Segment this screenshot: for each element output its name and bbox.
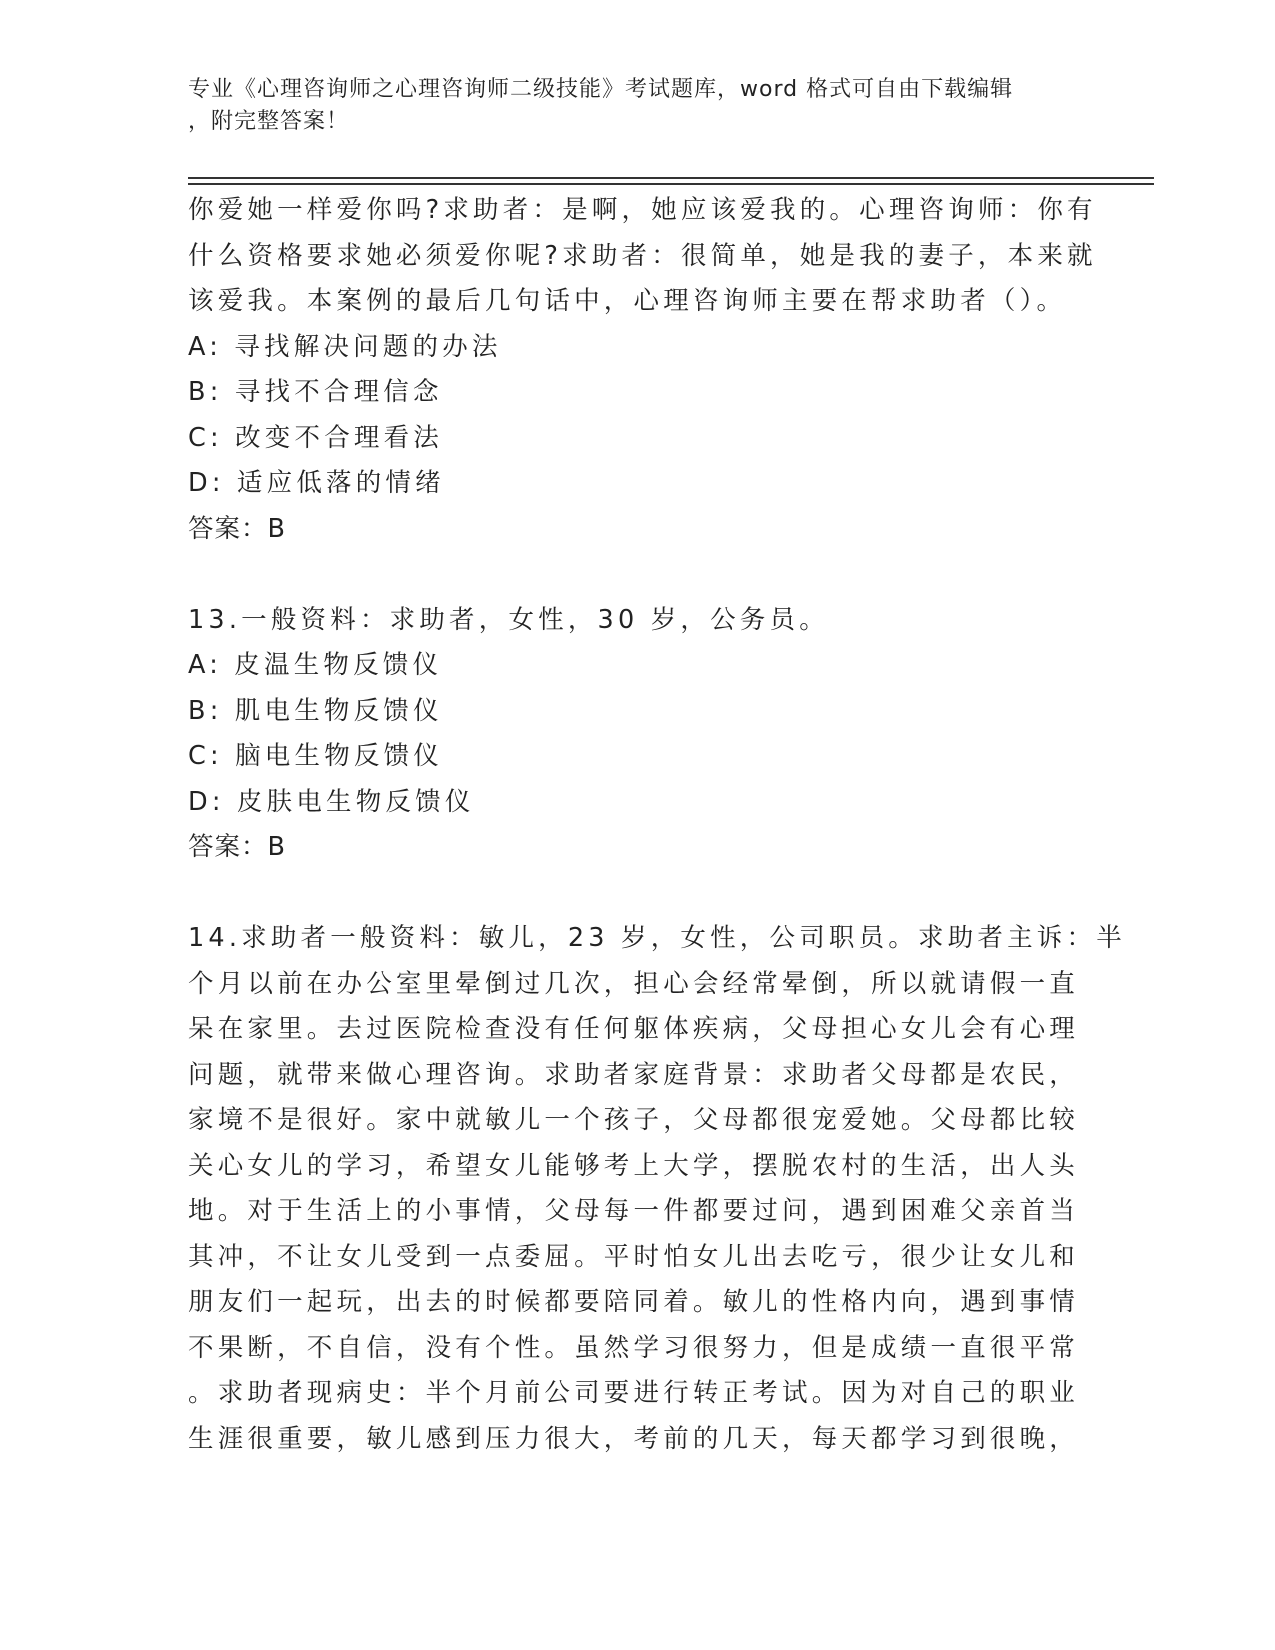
question-text-line: 什么资格要求她必须爱你呢?求助者：很简单，她是我的妻子，本来就	[188, 240, 1097, 271]
question-text-line: 关心女儿的学习，希望女儿能够考上大学，摆脱农村的生活，出人头	[188, 1150, 1080, 1181]
header-line-1: 专业《心理咨询师之心理咨询师二级技能》考试题库，word 格式可自由下载编辑	[188, 77, 1014, 102]
document-header	[188, 74, 1068, 138]
option-a: A: 皮温生物反馈仪	[188, 650, 443, 680]
question-text-line: 地。对于生活上的小事情，父母每一件都要过问，遇到困难父亲首当	[188, 1196, 1080, 1226]
option-d: D: 适应低落的情绪	[188, 468, 445, 498]
question-text-line: 你爱她一样爱你吗?求助者：是啊，她应该爱我的。心理咨询师：你有	[188, 195, 1097, 225]
header-line-2: ，附完整答案！	[188, 109, 350, 134]
question-14	[188, 916, 1126, 1462]
option-a: A: 寻找解决问题的办法	[188, 331, 502, 362]
question-text-line: 生涯很重要，敏儿感到压力很大，考前的几天，每天都学习到很晚，	[188, 1423, 1080, 1454]
option-b: B: 肌电生物反馈仪	[188, 695, 443, 726]
question-text-line: 问题，就带来做心理咨询。求助者家庭背景：求助者父母都是农民，	[188, 1059, 1080, 1090]
question-text-line: 该爱我。本案例的最后几句话中，心理咨询师主要在帮求助者（）。	[188, 286, 1067, 316]
answer-label: 答案：B	[188, 832, 286, 862]
option-d: D: 皮肤电生物反馈仪	[188, 786, 475, 817]
answer-label: 答案：B	[188, 513, 286, 544]
spacer	[188, 871, 1088, 917]
header-rule-bottom	[188, 183, 1154, 185]
question-text-line: 家境不是很好。家中就敏儿一个孩子，父母都很宠爱她。父母都比较	[188, 1105, 1080, 1135]
spacer	[188, 552, 1088, 598]
question-text-line: 不果断，不自信，没有个性。虽然学习很努力，但是成绩一直很平常	[188, 1332, 1080, 1363]
question-text-line: 。求助者现病史：半个月前公司要进行转正考试。因为对自己的职业	[188, 1378, 1080, 1408]
question-text-line: 14.求助者一般资料：敏儿，23 岁，女性，公司职员。求助者主诉：半	[188, 923, 1126, 953]
question-text-line: 呆在家里。去过医院检查没有任何躯体疾病，父母担心女儿会有心理	[188, 1014, 1080, 1044]
question-text-line: 其冲，不让女儿受到一点委屈。平时怕女儿出去吃亏，很少让女儿和	[188, 1241, 1080, 1272]
question-text-line: 13.一般资料：求助者，女性，30 岁，公务员。	[188, 604, 829, 635]
question-12	[188, 188, 1097, 552]
question-text-line: 朋友们一起玩，出去的时候都要陪同着。敏儿的性格内向，遇到事情	[188, 1287, 1080, 1317]
option-c: C: 改变不合理看法	[188, 422, 444, 453]
question-text-line: 个月以前在办公室里晕倒过几次，担心会经常晕倒，所以就请假一直	[188, 968, 1080, 999]
option-b: B: 寻找不合理信念	[188, 377, 443, 407]
question-13	[188, 598, 1088, 871]
header-rule-top	[188, 177, 1154, 179]
option-c: C: 脑电生物反馈仪	[188, 741, 444, 771]
document-body	[188, 188, 1126, 1462]
